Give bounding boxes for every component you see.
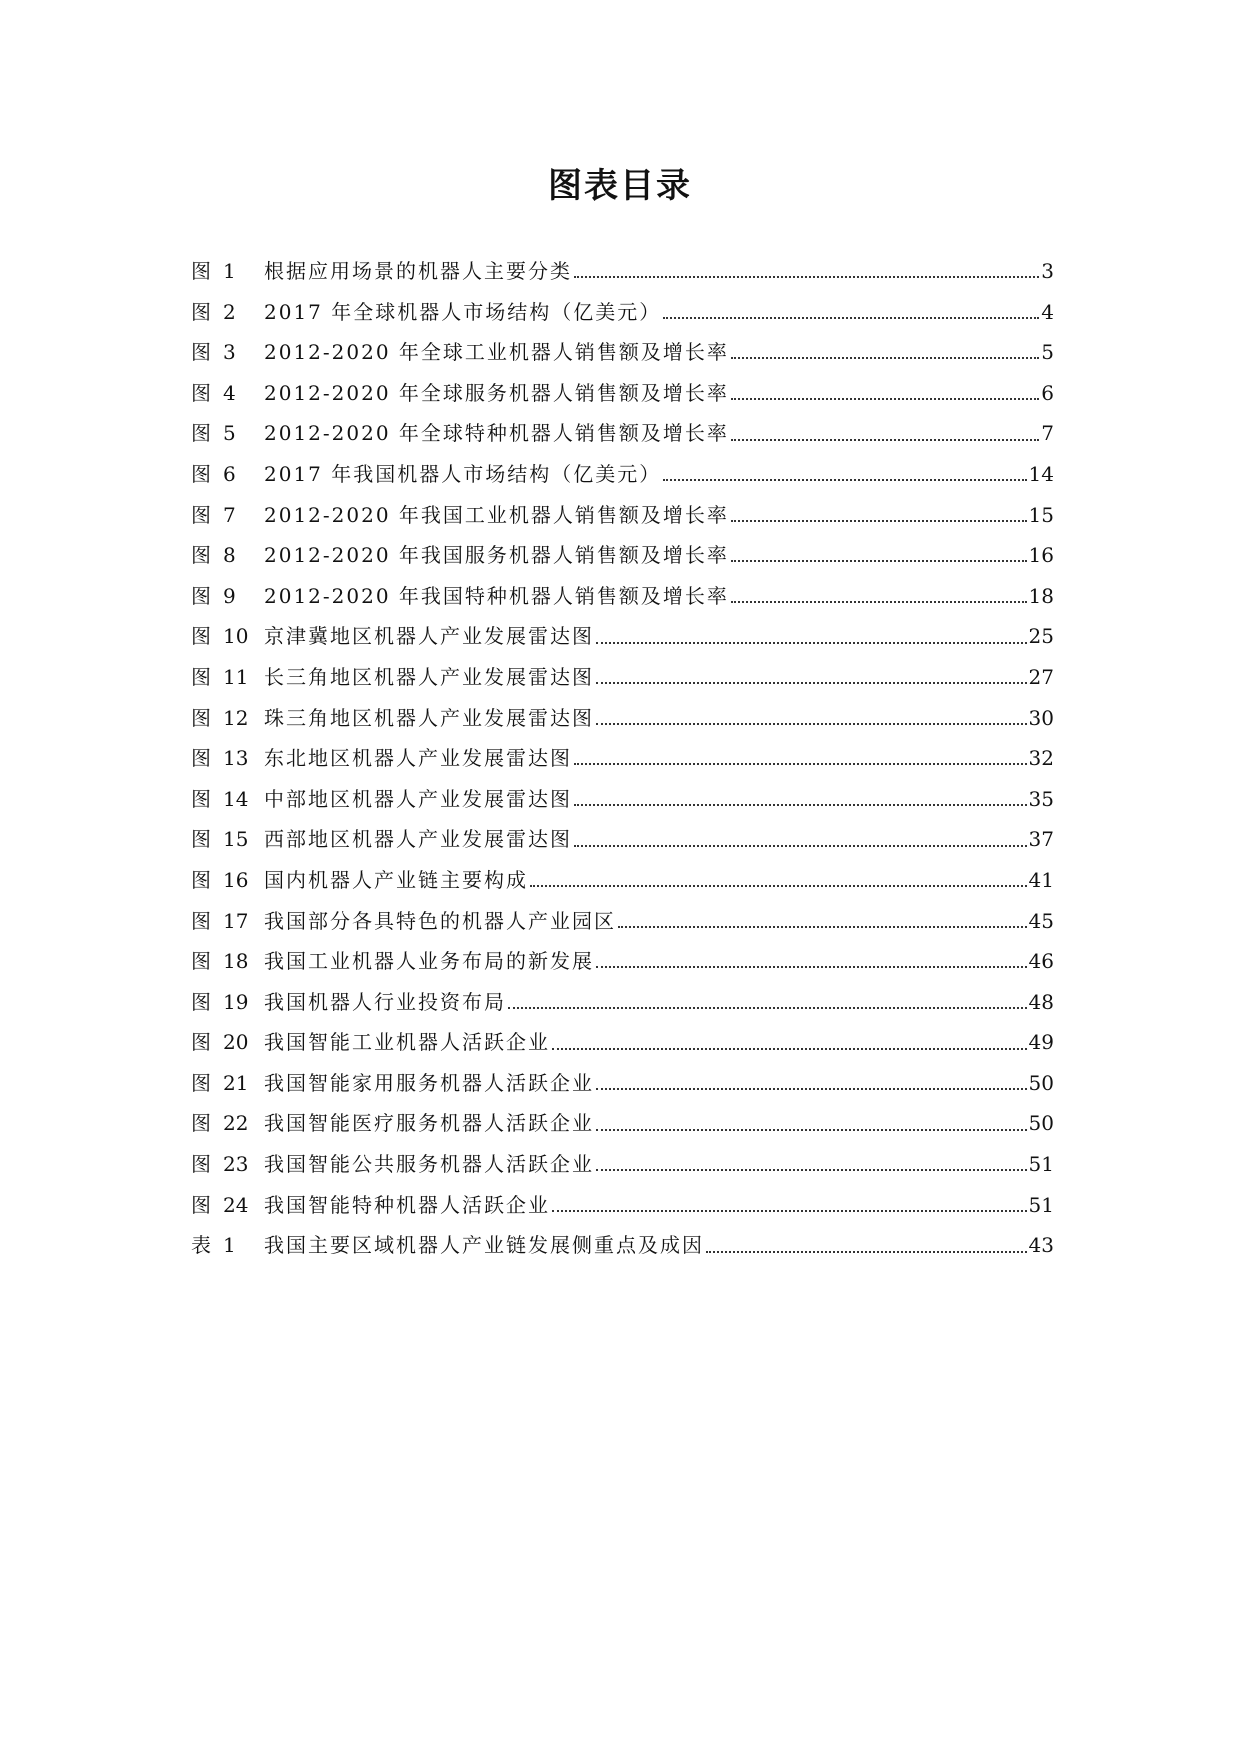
toc-entry[interactable] [191,292,1054,333]
toc-entry[interactable] [191,1063,1054,1104]
toc-entry-page-number: 30 [1028,705,1054,730]
toc-entry[interactable] [191,535,1054,576]
toc-entry-page-number: 27 [1028,664,1054,689]
page-title: 图表目录 [548,166,692,206]
toc-dot-leader [596,667,1027,687]
toc-entry[interactable] [191,982,1054,1023]
toc-entry-label [191,373,264,414]
toc-dot-leader [596,1114,1027,1134]
toc-entry-label [191,860,264,901]
toc-entry[interactable] [191,1225,1054,1266]
toc-entry-label [191,982,264,1023]
toc-entry-kind: 图 [191,1070,211,1095]
toc-entry-label [191,738,264,779]
toc-entry-label [191,495,264,536]
toc-entry-kind: 图 [191,1192,211,1217]
toc-entry-number: 17 [223,908,249,933]
toc-entry[interactable] [191,860,1054,901]
toc-entry[interactable] [191,251,1054,292]
toc-entry-page-number: 43 [1028,1233,1054,1258]
toc-entry-title: 珠三角地区机器人产业发展雷达图 [264,705,594,730]
toc-entry-title: 2012-2020 年我国工业机器人销售额及增长率 [264,502,729,527]
toc-entry-kind: 图 [191,989,211,1014]
toc-entry-page-number: 45 [1028,908,1054,933]
toc-entry-label [191,657,264,698]
toc-entry-kind: 图 [191,624,211,649]
toc-entry-kind: 图 [191,1111,211,1136]
toc-entry-label [191,698,264,739]
toc-entry-page-number: 3 [1041,259,1054,283]
toc-entry[interactable] [191,1022,1054,1063]
toc-entry-kind: 图 [191,949,211,974]
toc-entry-label [191,616,264,657]
toc-entry-label [191,1022,264,1063]
toc-entry-kind: 图 [191,867,211,892]
toc-entry-page-number: 50 [1028,1070,1054,1095]
toc-entry-title: 2012-2020 年全球服务机器人销售额及增长率 [264,380,729,405]
toc-entry-number: 13 [223,746,249,771]
toc-entry[interactable] [191,454,1054,495]
toc-entry-number: 7 [223,502,236,527]
toc-entry-title: 我国智能家用服务机器人活跃企业 [264,1070,594,1095]
toc-dot-leader [731,342,1039,362]
toc-entry-page-number: 15 [1028,502,1054,527]
toc-dot-leader [574,261,1039,281]
toc-entry[interactable] [191,1185,1054,1226]
toc-entry-label [191,413,264,454]
toc-entry-page-number: 18 [1028,583,1054,608]
toc-entry-kind: 图 [191,502,211,527]
toc-entry-title: 2012-2020 年我国服务机器人销售额及增长率 [264,543,729,568]
toc-entry[interactable] [191,819,1054,860]
toc-entry-number: 2 [223,299,236,324]
toc-entry-label [191,941,264,982]
toc-entry-kind: 图 [191,543,211,568]
toc-entry-kind: 图 [191,583,211,608]
toc-entry-kind: 图 [191,1030,211,1055]
toc-entry-number: 21 [223,1070,249,1095]
toc-entry-page-number: 49 [1028,1030,1054,1055]
toc-entry-page-number: 35 [1028,786,1054,811]
toc-entry-title: 2017 年我国机器人市场结构（亿美元） [264,461,662,486]
toc-dot-leader [508,992,1027,1012]
toc-entry-kind: 图 [191,299,211,324]
toc-entry-title: 长三角地区机器人产业发展雷达图 [264,664,594,689]
toc-dot-leader [731,505,1027,525]
toc-entry-label [191,1103,264,1144]
toc-entry[interactable] [191,413,1054,454]
toc-entry-page-number: 51 [1028,1192,1054,1217]
toc-dot-leader [731,545,1027,565]
toc-dot-leader [663,302,1039,322]
toc-entry-number: 18 [223,949,249,974]
toc-dot-leader [596,627,1027,647]
toc-entry[interactable] [191,698,1054,739]
toc-dot-leader [574,748,1027,768]
toc-entry-label [191,576,264,617]
toc-entry-title: 我国部分各具特色的机器人产业园区 [264,908,616,933]
toc-entry-label [191,332,264,373]
toc-entry-number: 1 [223,259,236,283]
toc-entry[interactable] [191,616,1054,657]
toc-entry-page-number: 37 [1028,827,1054,852]
toc-entry-number: 11 [223,664,249,689]
toc-entry[interactable] [191,657,1054,698]
toc-dot-leader [552,1195,1027,1215]
toc-entry[interactable] [191,738,1054,779]
toc-entry-label [191,819,264,860]
toc-entry-kind: 图 [191,705,211,730]
toc-entry[interactable] [191,901,1054,942]
toc-entry-label [191,1144,264,1185]
toc-entry-title: 2017 年全球机器人市场结构（亿美元） [264,299,662,324]
toc-dot-leader [663,464,1026,484]
table-of-contents [191,251,1054,1266]
toc-entry-title: 我国智能医疗服务机器人活跃企业 [264,1111,594,1136]
toc-entry-label [191,454,264,495]
toc-entry-number: 16 [223,867,249,892]
toc-dot-leader [731,424,1039,444]
toc-dot-leader [574,830,1027,850]
toc-entry-title: 国内机器人产业链主要构成 [264,867,528,892]
toc-entry-label [191,1185,264,1226]
toc-entry[interactable] [191,332,1054,373]
toc-entry-number: 4 [223,380,236,405]
toc-entry-page-number: 5 [1041,340,1054,365]
toc-entry-number: 1 [223,1233,236,1258]
toc-entry-kind: 图 [191,259,211,283]
toc-entry-number: 15 [223,827,249,852]
toc-entry-page-number: 41 [1028,867,1054,892]
toc-entry-title: 西部地区机器人产业发展雷达图 [264,827,572,852]
toc-entry-title: 根据应用场景的机器人主要分类 [264,259,572,283]
toc-entry-title: 2012-2020 年我国特种机器人销售额及增长率 [264,583,729,608]
toc-entry-kind: 表 [191,1233,211,1258]
toc-entry-page-number: 50 [1028,1111,1054,1136]
toc-entry-title: 我国机器人行业投资布局 [264,989,506,1014]
toc-entry-title: 东北地区机器人产业发展雷达图 [264,746,572,771]
toc-entry-label [191,1225,264,1266]
toc-dot-leader [731,383,1039,403]
toc-entry-number: 10 [223,624,249,649]
toc-entry-page-number: 4 [1041,299,1054,324]
toc-entry-label [191,1063,264,1104]
toc-entry-number: 5 [223,421,236,446]
toc-entry-title: 2012-2020 年全球特种机器人销售额及增长率 [264,421,729,446]
toc-entry-kind: 图 [191,827,211,852]
toc-entry-page-number: 51 [1028,1152,1054,1177]
toc-entry-kind: 图 [191,908,211,933]
toc-entry[interactable] [191,1144,1054,1185]
toc-entry-kind: 图 [191,786,211,811]
toc-entry-label [191,901,264,942]
toc-entry-kind: 图 [191,340,211,365]
toc-entry-page-number: 48 [1028,989,1054,1014]
toc-entry-title: 我国主要区域机器人产业链发展侧重点及成因 [264,1233,704,1258]
toc-dot-leader [596,708,1027,728]
toc-entry[interactable] [191,576,1054,617]
toc-entry-title: 中部地区机器人产业发展雷达图 [264,786,572,811]
toc-entry-kind: 图 [191,1152,211,1177]
toc-entry-number: 20 [223,1030,249,1055]
toc-entry-number: 3 [223,340,236,365]
toc-entry-label [191,779,264,820]
toc-entry-number: 8 [223,543,236,568]
toc-entry-label [191,251,264,292]
toc-dot-leader [596,1154,1027,1174]
toc-entry-page-number: 25 [1028,624,1054,649]
toc-entry-number: 24 [223,1192,249,1217]
toc-entry-page-number: 6 [1041,380,1054,405]
toc-entry-page-number: 14 [1028,461,1054,486]
toc-entry-page-number: 16 [1028,543,1054,568]
toc-dot-leader [618,911,1027,931]
toc-dot-leader [552,1033,1027,1053]
toc-entry-number: 23 [223,1152,249,1177]
toc-entry-number: 12 [223,705,249,730]
toc-entry-kind: 图 [191,421,211,446]
toc-entry-title: 我国智能公共服务机器人活跃企业 [264,1152,594,1177]
toc-entry-page-number: 7 [1041,421,1054,446]
toc-entry-kind: 图 [191,746,211,771]
toc-dot-leader [530,870,1027,890]
toc-entry[interactable] [191,1103,1054,1144]
toc-entry-title: 2012-2020 年全球工业机器人销售额及增长率 [264,340,729,365]
toc-dot-leader [574,789,1027,809]
toc-entry-page-number: 46 [1028,949,1054,974]
toc-entry-number: 9 [223,583,236,608]
toc-entry[interactable] [191,495,1054,536]
toc-entry-number: 14 [223,786,249,811]
toc-entry-number: 19 [223,989,249,1014]
toc-entry-kind: 图 [191,461,211,486]
toc-dot-leader [731,586,1027,606]
toc-entry-number: 22 [223,1111,249,1136]
toc-entry-kind: 图 [191,664,211,689]
toc-entry-title: 我国智能特种机器人活跃企业 [264,1192,550,1217]
toc-entry-title: 我国智能工业机器人活跃企业 [264,1030,550,1055]
toc-entry-kind: 图 [191,380,211,405]
toc-entry[interactable] [191,779,1054,820]
toc-dot-leader [596,1073,1027,1093]
toc-entry[interactable] [191,941,1054,982]
toc-entry-title: 京津冀地区机器人产业发展雷达图 [264,624,594,649]
toc-dot-leader [596,951,1027,971]
toc-entry-title: 我国工业机器人业务布局的新发展 [264,949,594,974]
toc-entry[interactable] [191,373,1054,414]
toc-entry-label [191,535,264,576]
toc-dot-leader [706,1236,1027,1256]
toc-entry-label [191,292,264,333]
toc-entry-number: 6 [223,461,236,486]
toc-entry-page-number: 32 [1028,746,1054,771]
